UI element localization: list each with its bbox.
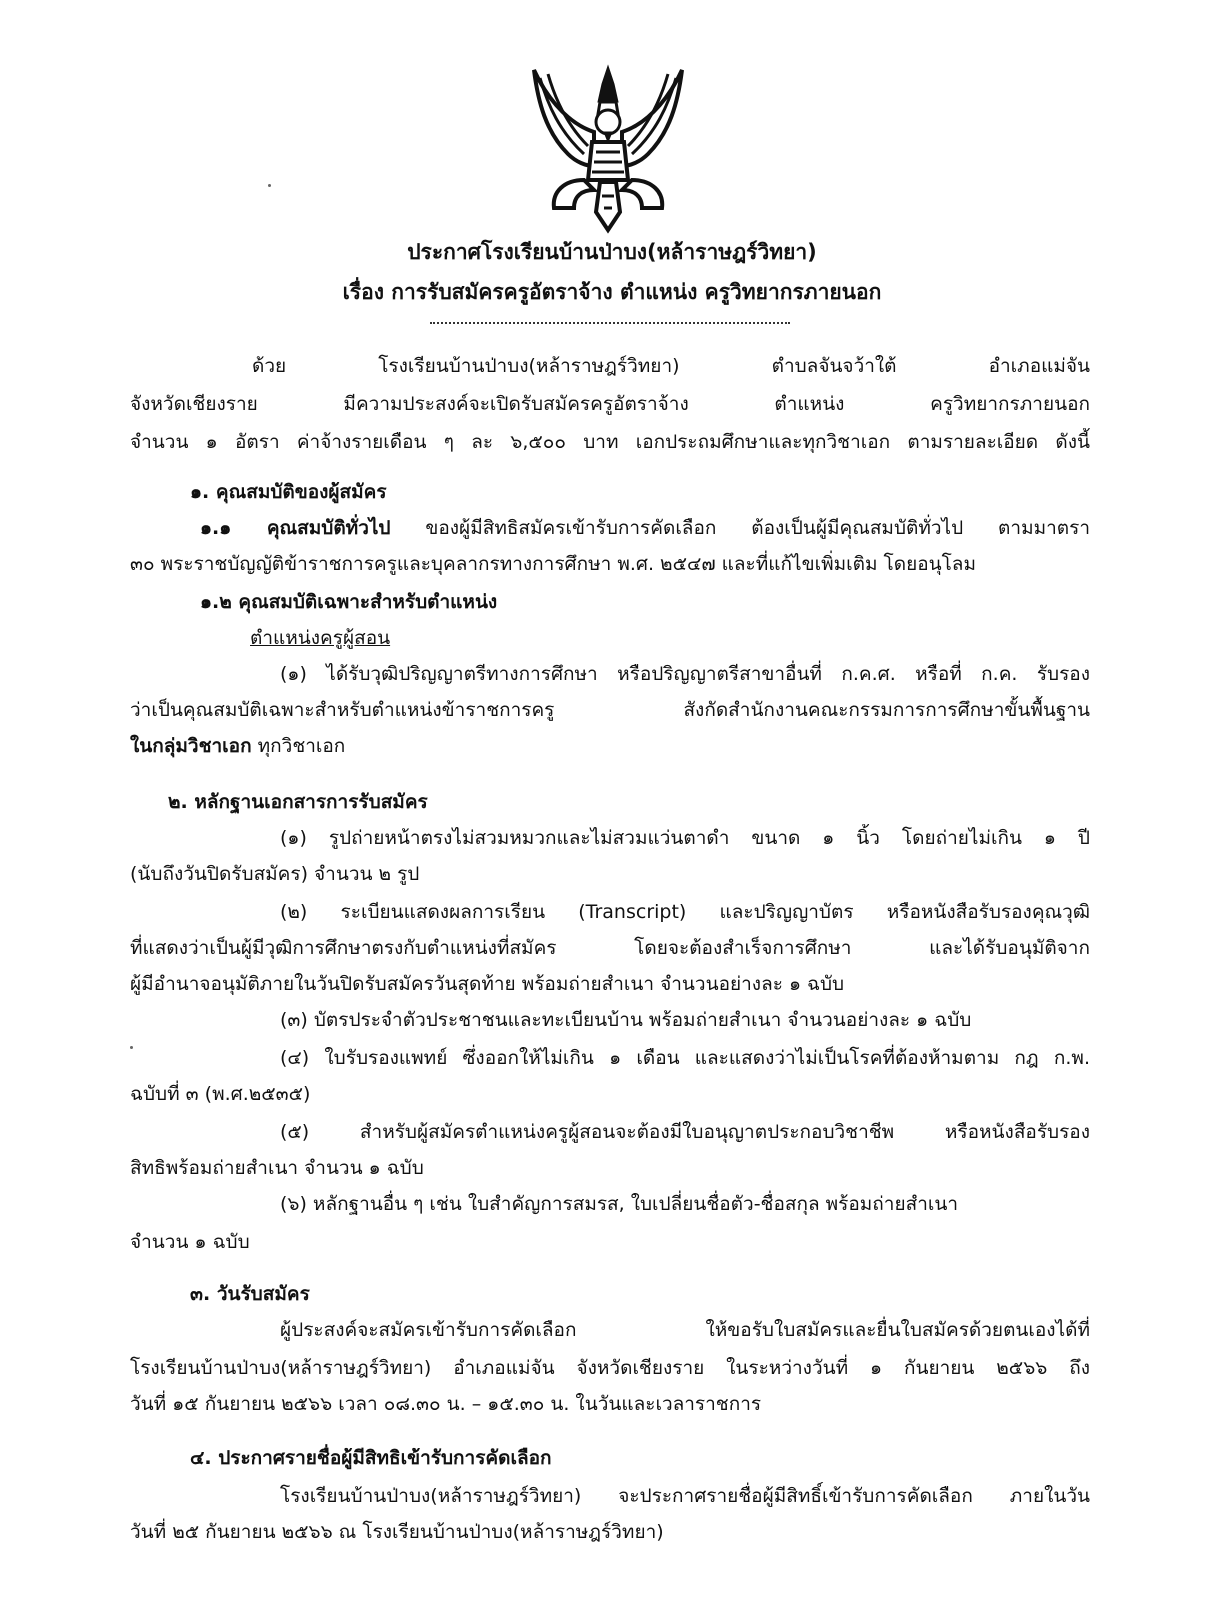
document-item: (๒) ระเบียนแสดงผลการเรียน (Transcript) และปริญญาบัตร หรือหนังสือรับรองคุณวุฒิ <box>280 901 1090 923</box>
garuda-emblem-icon <box>524 62 692 234</box>
paragraph-line: ว่าเป็นคุณสมบัติเฉพาะสำหรับตำแหน่งข้าราชการครู สังกัดสำนักงานคณะกรรมการการศึกษาขั้นพื้นฐาน <box>130 699 1090 721</box>
paragraph-line: วันที่ ๑๕ กันยายน ๒๕๖๖ เวลา ๐๘.๓๐ น. – ๑๕.๓๐ น. ในวันและเวลาราชการ <box>130 1393 762 1415</box>
announcement-title: ประกาศโรงเรียนบ้านป่าบง(หล้าราษฎร์วิทยา) <box>407 240 817 264</box>
scan-speck <box>268 184 271 187</box>
paragraph-line: โรงเรียนบ้านป่าบง(หล้าราษฎร์วิทยา) อำเภอแม่จัน จังหวัดเชียงราย ในระหว่างวันที่ ๑ กันยายน ๒๕๖๖ ถึง <box>130 1357 1090 1379</box>
section-heading: ๑. คุณสมบัติของผู้สมัคร <box>190 481 387 503</box>
subsection-heading: ๑.๑ คุณสมบัติทั่วไป <box>200 517 391 539</box>
document-item: (๕) สำหรับผู้สมัครตำแหน่งครูผู้สอนจะต้องมีใบอนุญาตประกอบวิชาชีพ หรือหนังสือรับรอง <box>280 1121 1090 1143</box>
paragraph-line: ๓๐ พระราชบัญญัติข้าราชการครูและบุคลากรทางการศึกษา พ.ศ. ๒๕๔๗ และที่แก้ไขเพิ่มเติม โดยอนุโลม <box>130 553 976 575</box>
paragraph-line: โรงเรียนบ้านป่าบง(หล้าราษฎร์วิทยา) จะประกาศรายชื่อผู้มีสิทธิ์เข้ารับการคัดเลือก ภายในวัน <box>280 1485 1090 1507</box>
intro-line: จังหวัดเชียงราย มีความประสงค์จะเปิดรับสมัครครูอัตราจ้าง ตำแหน่ง ครูวิทยากรภายนอก <box>130 393 1090 415</box>
announcement-subject: เรื่อง การรับสมัครครูอัตราจ้าง ตำแหน่ง ครูวิทยากรภายนอก <box>342 280 882 304</box>
paragraph-line: (๑) ได้รับวุฒิปริญญาตรีทางการศึกษา หรือปริญญาตรีสาขาอื่นที่ ก.ค.ศ. หรือที่ ก.ค. รับรอง <box>280 663 1090 685</box>
paragraph-text: ทุกวิชาเอก <box>251 735 346 757</box>
paragraph-text: ของผู้มีสิทธิสมัครเข้ารับการคัดเลือก ต้องเป็นผู้มีคุณสมบัติทั่วไป ตามมาตรา <box>390 517 1090 539</box>
paragraph-line: ผู้ประสงค์จะสมัครเข้ารับการคัดเลือก ให้ขอรับใบสมัครและยื่นใบสมัครด้วยตนเองได้ที่ <box>280 1319 1090 1341</box>
document-item: ที่แสดงว่าเป็นผู้มีวุฒิการศึกษาตรงกับตำแหน่งที่สมัคร โดยจะต้องสำเร็จการศึกษา และได้รับอนุมัติจาก <box>130 937 1090 959</box>
section-heading: ๓. วันรับสมัคร <box>190 1283 310 1305</box>
document-item: (๑) รูปถ่ายหน้าตรงไม่สวมหมวกและไม่สวมแว่นตาดำ ขนาด ๑ นิ้ว โดยถ่ายไม่เกิน ๑ ปี <box>280 827 1090 849</box>
paragraph-line <box>130 732 1090 760</box>
document-item: สิทธิพร้อมถ่ายสำเนา จำนวน ๑ ฉบับ <box>130 1157 424 1179</box>
document-item: (นับถึงวันปิดรับสมัคร) จำนวน ๒ รูป <box>130 863 420 885</box>
intro-line: จำนวน ๑ อัตรา ค่าจ้างรายเดือน ๆ ละ ๖,๕๐๐ บาท เอกประถมศึกษาและทุกวิชาเอก ตามรายละเอียด ดังนี้ <box>130 431 1090 453</box>
document-item: จำนวน ๑ ฉบับ <box>130 1231 250 1253</box>
document-item: ฉบับที่ ๓ (พ.ศ.๒๕๓๕) <box>130 1083 311 1105</box>
document-item: ผู้มีอำนาจอนุมัติภายในวันปิดรับสมัครวันสุดท้าย พร้อมถ่ายสำเนา จำนวนอย่างละ ๑ ฉบับ <box>130 973 845 995</box>
document-item: (๔) ใบรับรองแพทย์ ซึ่งออกให้ไม่เกิน ๑ เดือน และแสดงว่าไม่เป็นโรคที่ต้องห้ามตาม กฎ ก.พ. <box>280 1047 1090 1069</box>
section-heading: ๔. ประกาศรายชื่อผู้มีสิทธิเข้ารับการคัดเลือก <box>190 1447 552 1469</box>
scan-speck <box>130 1046 133 1049</box>
paragraph-line: วันที่ ๒๕ กันยายน ๒๕๖๖ ณ โรงเรียนบ้านป่าบง(หล้าราษฎร์วิทยา) <box>130 1521 664 1543</box>
document-item: (๓) บัตรประจำตัวประชาชนและทะเบียนบ้าน พร้อมถ่ายสำเนา จำนวนอย่างละ ๑ ฉบับ <box>280 1009 972 1031</box>
position-label: ตำแหน่งครูผู้สอน <box>250 627 391 649</box>
document-item: (๖) หลักฐานอื่น ๆ เช่น ใบสำคัญการสมรส, ใบเปลี่ยนชื่อตัว-ชื่อสกุล พร้อมถ่ายสำเนา <box>280 1193 959 1215</box>
emphasis-text: ในกลุ่มวิชาเอก <box>130 735 252 757</box>
paragraph-line <box>200 514 1090 542</box>
divider <box>430 322 790 324</box>
section-heading: ๒. หลักฐานเอกสารการรับสมัคร <box>168 791 428 813</box>
subsection-heading: ๑.๒ คุณสมบัติเฉพาะสำหรับตำแหน่ง <box>200 591 498 613</box>
intro-line: ด้วย โรงเรียนบ้านป่าบง(หล้าราษฎร์วิทยา) ตำบลจันจว้าใต้ อำเภอแม่จัน <box>252 355 1090 377</box>
